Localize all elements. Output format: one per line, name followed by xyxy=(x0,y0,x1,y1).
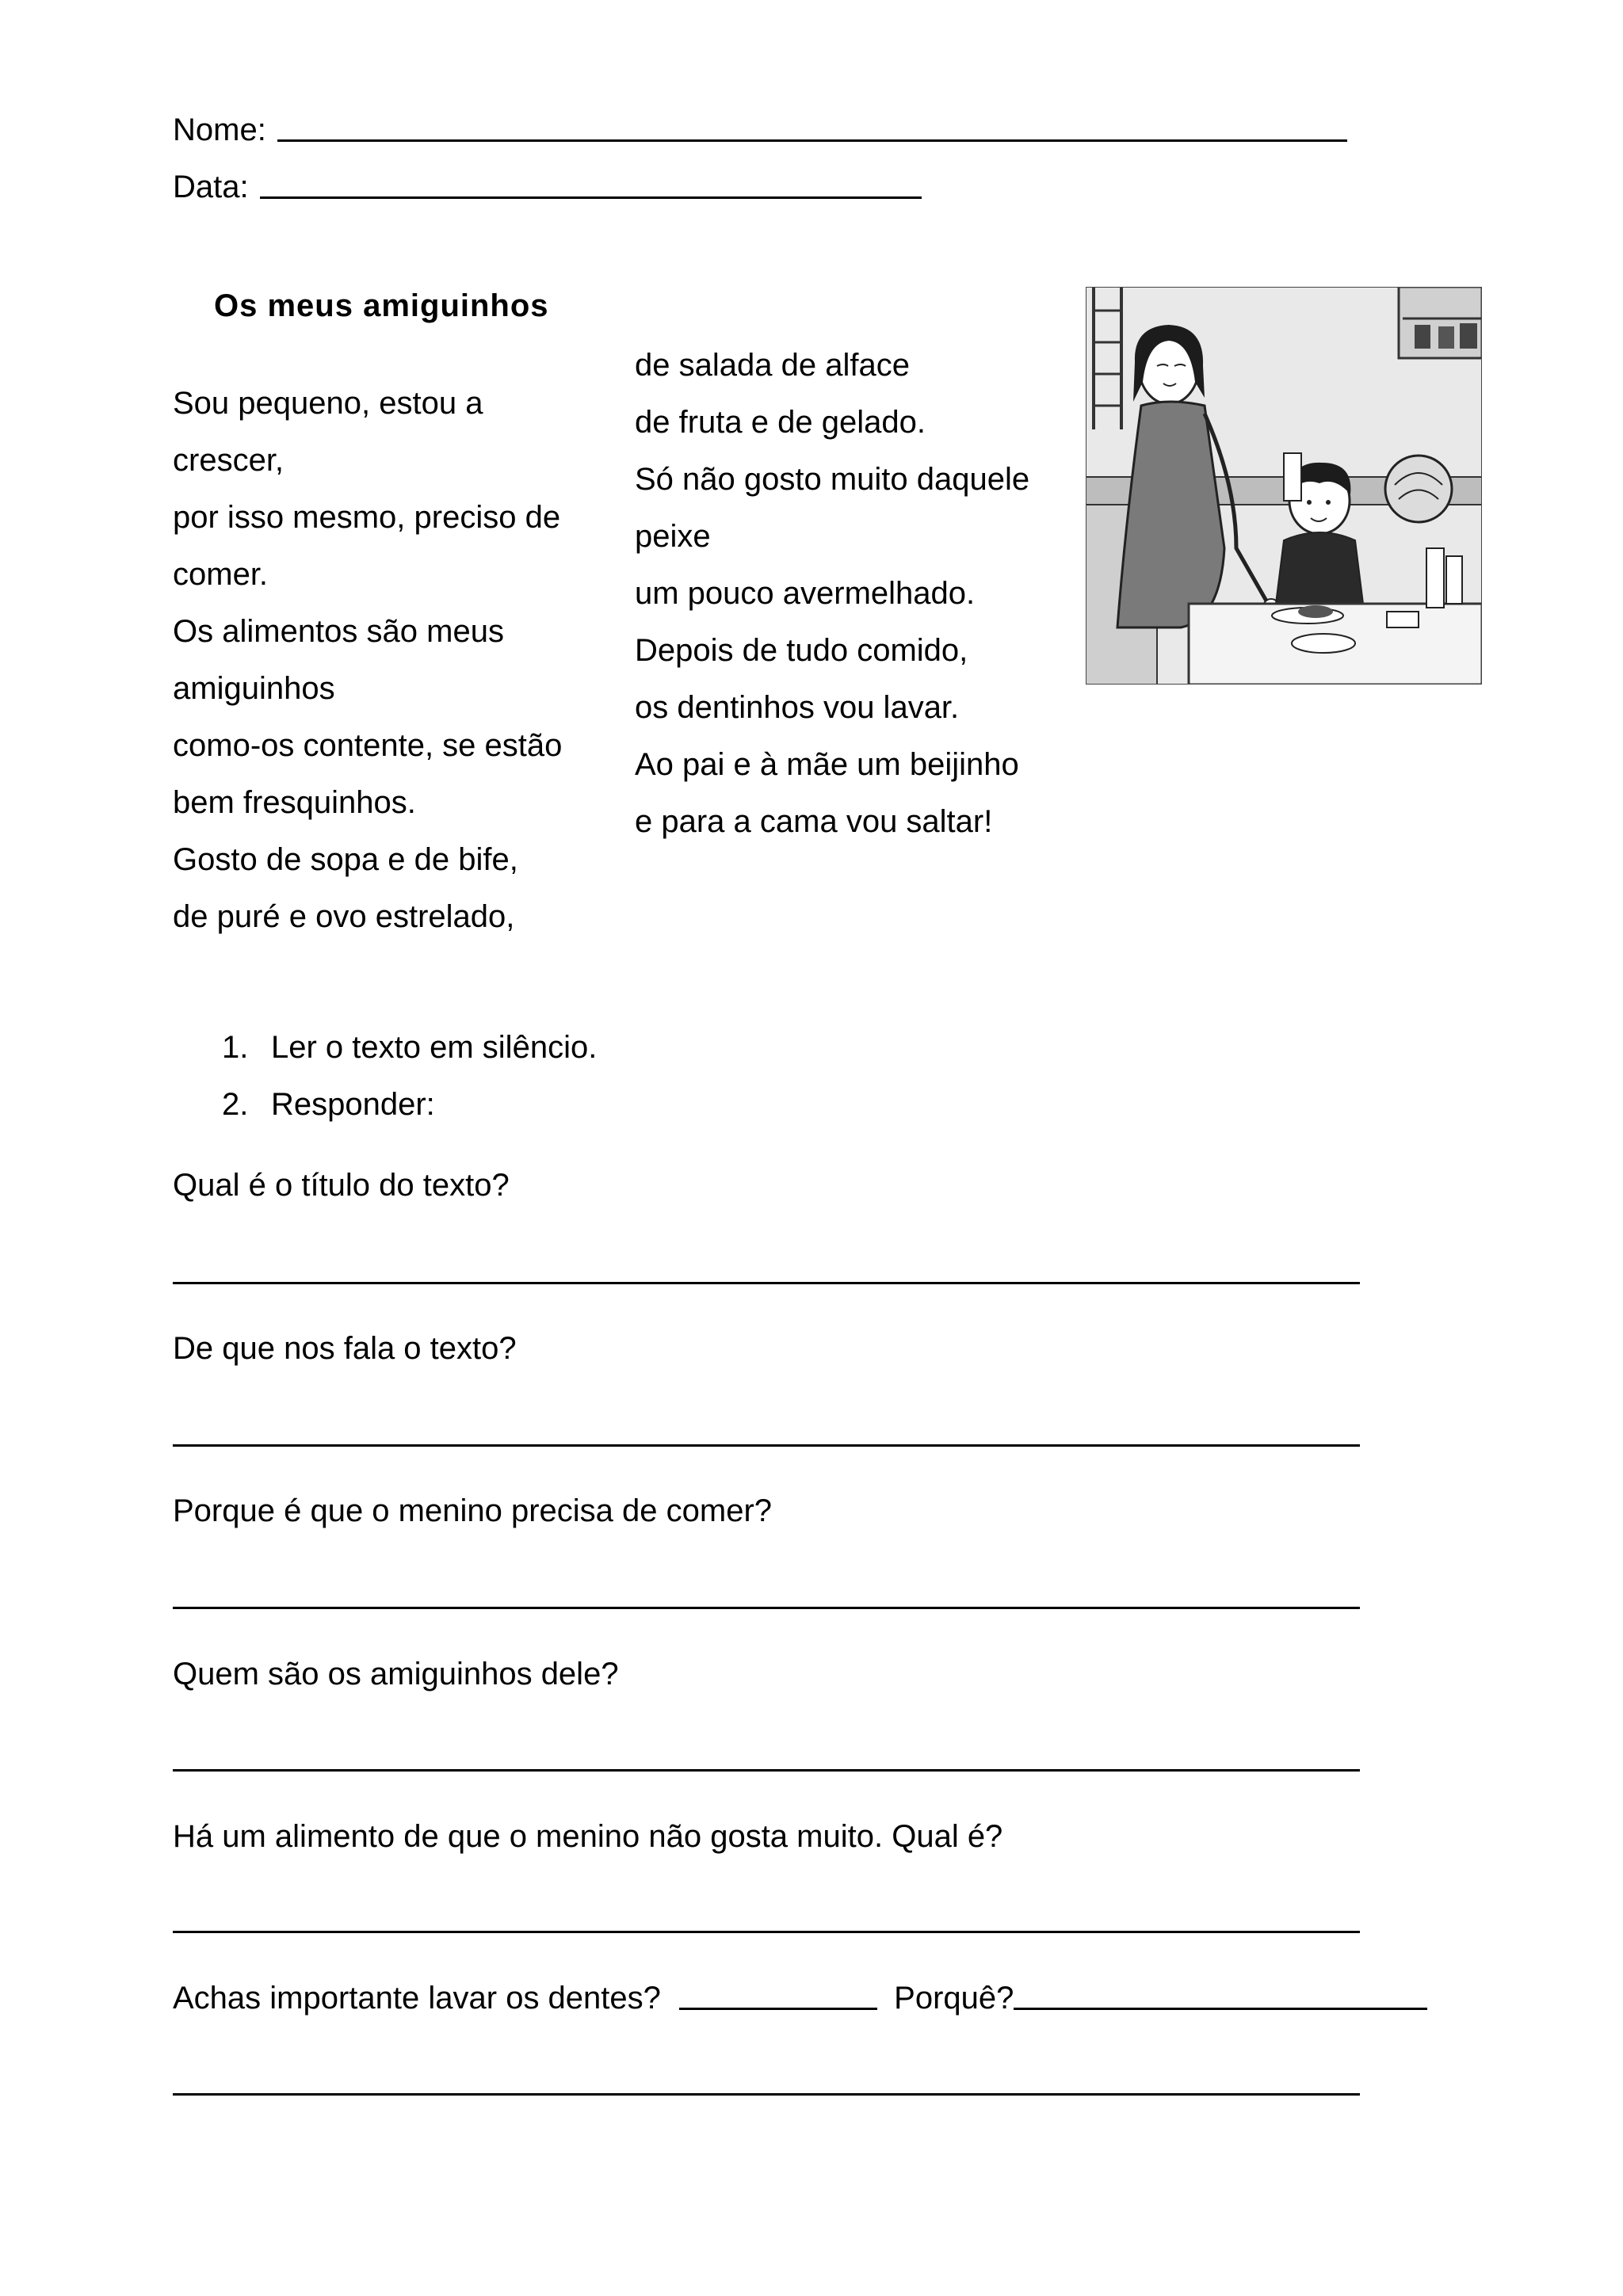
answer-line-6[interactable] xyxy=(173,2093,1360,2096)
question-1: Qual é o título do texto? xyxy=(173,1168,510,1203)
question-3: Porque é que o menino precisa de comer? xyxy=(173,1493,773,1528)
poem-line: amiguinhos xyxy=(173,671,335,706)
poem-line: de puré e ovo estrelado, xyxy=(173,899,515,934)
poem-column-1 xyxy=(173,375,562,945)
poem-column-2 xyxy=(635,337,1029,850)
date-label: Data: xyxy=(173,170,249,204)
question-6 xyxy=(173,1981,1427,2016)
poem-line: Depois de tudo comido, xyxy=(635,633,968,668)
poem-line: como-os contente, se estão xyxy=(173,728,563,763)
answer-line-3[interactable] xyxy=(173,1607,1360,1609)
name-input-line[interactable] xyxy=(277,139,1347,142)
instruction-number: 1. xyxy=(222,1030,249,1065)
poem-line: crescer, xyxy=(173,443,285,478)
answer-blank-6b[interactable] xyxy=(1014,2008,1427,2010)
name-field-row xyxy=(173,113,1347,148)
date-field-row xyxy=(173,170,922,205)
poem-line: comer. xyxy=(173,557,269,592)
poem-line: de fruta e de gelado. xyxy=(635,405,926,440)
answer-line-4[interactable] xyxy=(173,1769,1360,1772)
date-input-line[interactable] xyxy=(260,196,922,199)
instruction-text: Responder: xyxy=(271,1087,435,1122)
question-6-part-1: Achas importante lavar os dentes? xyxy=(173,1981,661,2016)
instruction-item xyxy=(222,1076,597,1133)
poem-line: Gosto de sopa e de bife, xyxy=(173,842,518,877)
question-2: De que nos fala o texto? xyxy=(173,1331,517,1366)
answer-line-5[interactable] xyxy=(173,1931,1360,1933)
answer-line-1[interactable] xyxy=(173,1282,1360,1284)
poem-line: um pouco avermelhado. xyxy=(635,576,976,611)
poem-line: bem fresquinhos. xyxy=(173,785,416,820)
instruction-text: Ler o texto em silêncio. xyxy=(271,1030,598,1065)
poem-line: por isso mesmo, preciso de xyxy=(173,500,561,535)
poem-line: Só não gosto muito daquele xyxy=(635,462,1030,497)
instruction-number: 2. xyxy=(222,1087,249,1122)
question-5: Há um alimento de que o menino não gosta muito. Qual é? xyxy=(173,1819,1003,1854)
poem-line: e para a cama vou saltar! xyxy=(635,804,993,839)
poem-line: peixe xyxy=(635,519,711,554)
answer-line-2[interactable] xyxy=(173,1444,1360,1447)
poem-line: de salada de alface xyxy=(635,348,910,383)
poem-line: os dentinhos vou lavar. xyxy=(635,690,960,725)
question-6-part-2: Porquê? xyxy=(894,1981,1014,2016)
instructions-list xyxy=(222,1019,597,1133)
name-label: Nome: xyxy=(173,113,266,147)
question-4: Quem são os amiguinhos dele? xyxy=(173,1657,619,1691)
poem-line: Ao pai e à mãe um beijinho xyxy=(635,747,1019,782)
mother-and-child-at-table-illustration xyxy=(1086,287,1482,685)
answer-blank-6a[interactable] xyxy=(679,2008,877,2010)
poem-line: Os alimentos são meus xyxy=(173,614,504,649)
instruction-item xyxy=(222,1019,597,1076)
poem-line: Sou pequeno, estou a xyxy=(173,386,483,421)
poem-title: Os meus amiguinhos xyxy=(214,288,549,323)
